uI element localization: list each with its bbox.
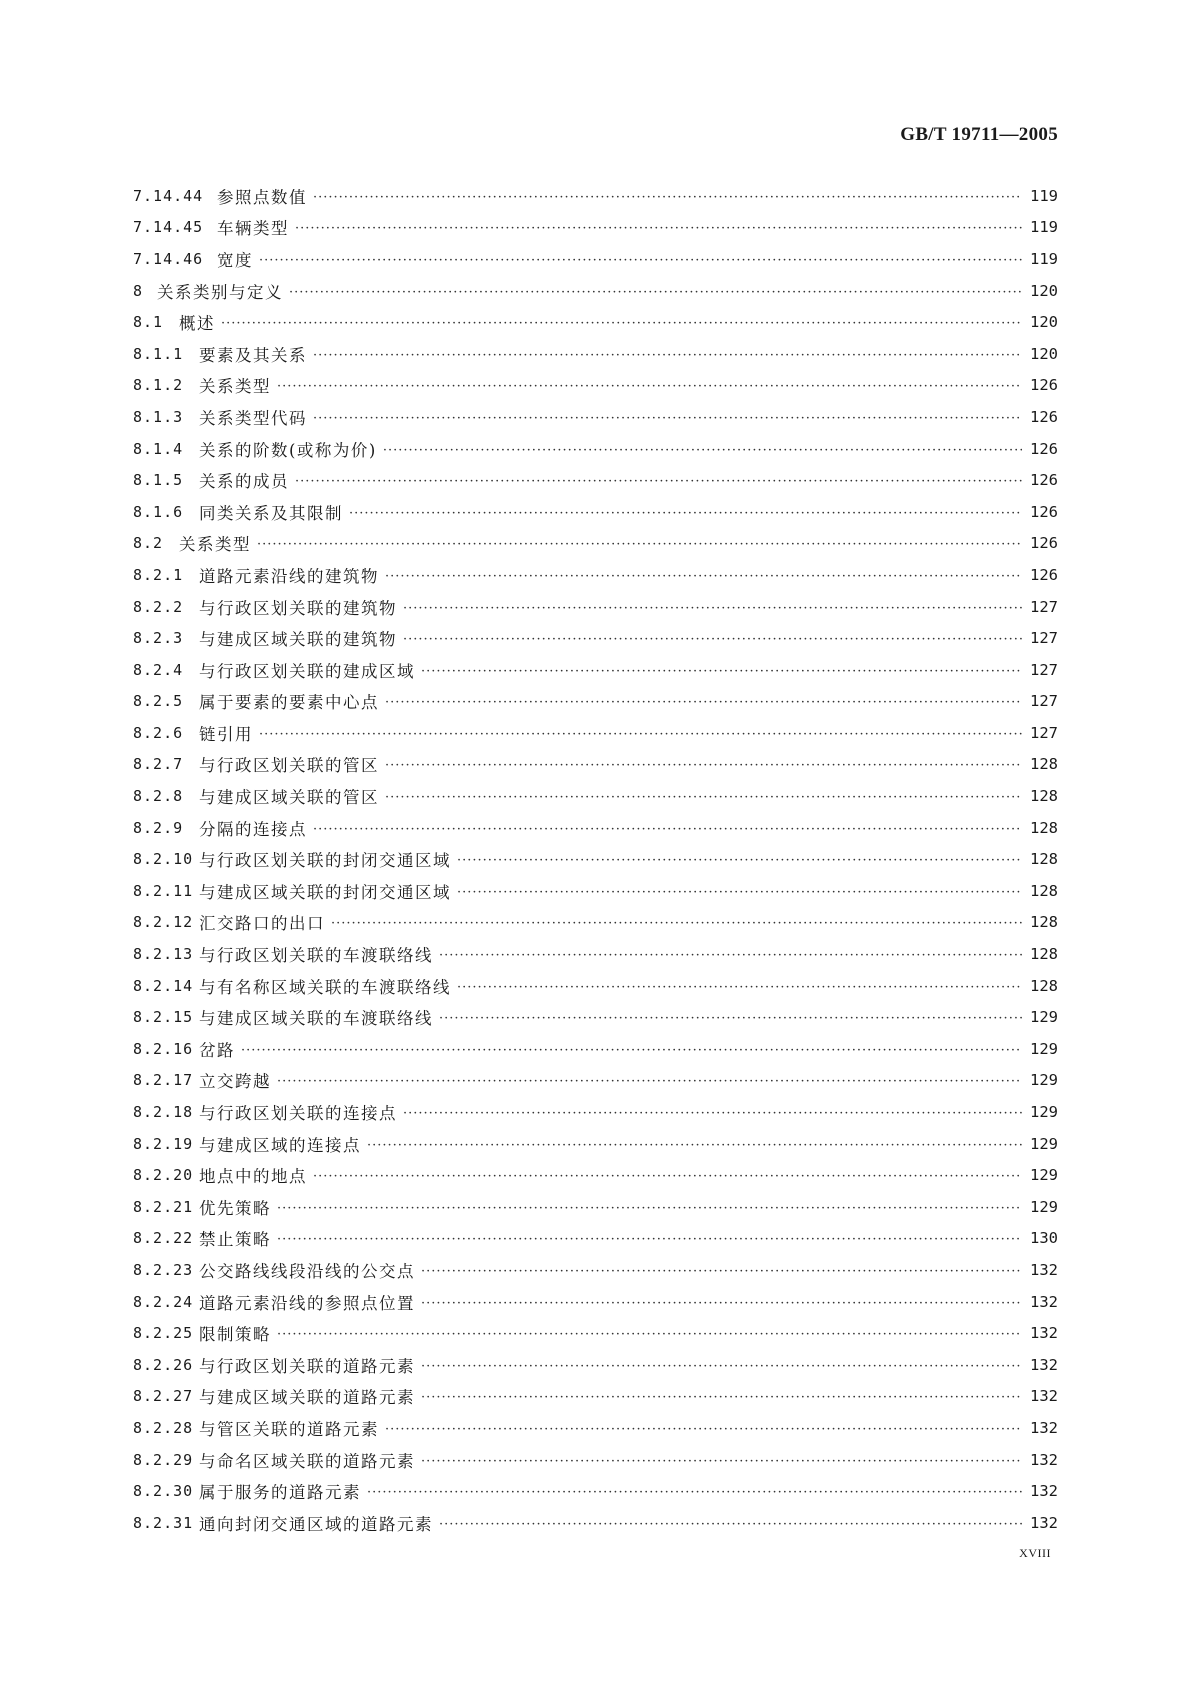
toc-page-number: 130 <box>1030 1229 1058 1248</box>
toc-page-number: 126 <box>1030 407 1058 426</box>
toc-leader-dots <box>383 443 1022 458</box>
toc-page-number: 132 <box>1030 1418 1058 1437</box>
toc-section-title: 分隔的连接点 <box>199 819 307 839</box>
toc-section-number: 8.2.3 <box>133 629 184 648</box>
toc-entry[interactable] <box>133 843 1058 875</box>
toc-leader-dots <box>313 348 1022 363</box>
toc-entry[interactable] <box>133 1349 1058 1381</box>
toc-page-number: 132 <box>1030 1260 1058 1279</box>
toc-section-number: 7.14.44 <box>133 186 204 205</box>
toc-page-number: 127 <box>1030 597 1058 616</box>
toc-section-title: 要素及其关系 <box>199 345 307 365</box>
toc-leader-dots <box>313 190 1022 205</box>
toc-entry[interactable] <box>133 1444 1058 1476</box>
toc-page-number: 127 <box>1030 660 1058 679</box>
toc-section-title: 关系类型 <box>199 377 271 397</box>
toc-section-title: 概述 <box>179 314 215 334</box>
toc-entry[interactable] <box>133 464 1058 496</box>
toc-section-number: 8.2.17 <box>133 1071 194 1090</box>
toc-leader-dots <box>403 1106 1022 1121</box>
toc-section-number: 8.2.27 <box>133 1387 194 1406</box>
toc-leader-dots <box>421 1390 1022 1405</box>
toc-section-number: 8.2.4 <box>133 660 184 679</box>
toc-page-number: 126 <box>1030 376 1058 395</box>
toc-leader-dots <box>403 632 1022 647</box>
toc-section-number: 8.2.9 <box>133 818 184 837</box>
toc-section-title: 链引用 <box>199 724 253 744</box>
toc-page-number: 127 <box>1030 692 1058 711</box>
toc-section-title: 关系类型代码 <box>199 408 307 428</box>
toc-section-title: 与建成区域关联的封闭交通区域 <box>199 882 451 902</box>
toc-entry[interactable] <box>133 370 1058 402</box>
toc-page-number: 129 <box>1030 1008 1058 1027</box>
toc-page-number: 126 <box>1030 439 1058 458</box>
toc-entry[interactable] <box>133 1254 1058 1286</box>
toc-section-title: 优先策略 <box>199 1198 271 1218</box>
toc-section-title: 与命名区域关联的道路元素 <box>199 1451 415 1471</box>
toc-entry[interactable] <box>133 243 1058 275</box>
toc-entry[interactable] <box>133 654 1058 686</box>
toc-section-title: 属于要素的要素中心点 <box>199 693 379 713</box>
toc-section-number: 7.14.45 <box>133 218 204 237</box>
toc-leader-dots <box>403 601 1022 616</box>
toc-page-number: 132 <box>1030 1482 1058 1501</box>
toc-section-number: 8.1.4 <box>133 439 184 458</box>
toc-section-title: 立交跨越 <box>199 1072 271 1092</box>
toc-section-number: 8.2.28 <box>133 1418 194 1437</box>
toc-entry[interactable] <box>133 686 1058 718</box>
toc-page-number: 129 <box>1030 1039 1058 1058</box>
toc-leader-dots <box>457 853 1022 868</box>
toc-page-number: 129 <box>1030 1103 1058 1122</box>
toc-leader-dots <box>257 537 1022 552</box>
toc-page-number: 120 <box>1030 344 1058 363</box>
toc-leader-dots <box>421 1296 1022 1311</box>
toc-entry[interactable] <box>133 780 1058 812</box>
toc-entry[interactable] <box>133 1223 1058 1255</box>
toc-section-title: 与建成区域关联的建筑物 <box>199 630 397 650</box>
toc-entry[interactable] <box>133 1096 1058 1128</box>
toc-page-number: 119 <box>1030 218 1058 237</box>
toc-section-title: 与行政区划关联的封闭交通区域 <box>199 851 451 871</box>
toc-section-number: 8.1.1 <box>133 344 184 363</box>
toc-section-number: 8.2.30 <box>133 1482 194 1501</box>
toc-entry[interactable] <box>133 1475 1058 1507</box>
toc-page-number: 127 <box>1030 629 1058 648</box>
toc-entry[interactable] <box>133 1001 1058 1033</box>
toc-leader-dots <box>367 1138 1022 1153</box>
toc-section-number: 8.2.5 <box>133 692 184 711</box>
toc-page-number: 132 <box>1030 1324 1058 1343</box>
toc-entry[interactable] <box>133 1381 1058 1413</box>
toc-leader-dots <box>421 1454 1022 1469</box>
toc-section-title: 道路元素沿线的建筑物 <box>199 566 379 586</box>
toc-section-number: 8 <box>133 281 144 300</box>
toc-leader-dots <box>367 1485 1022 1500</box>
table-of-contents <box>133 180 1058 1539</box>
toc-section-number: 8.2.24 <box>133 1292 194 1311</box>
toc-section-number: 8.2.23 <box>133 1260 194 1279</box>
toc-entry[interactable] <box>133 212 1058 244</box>
toc-section-title: 与建成区域关联的车渡联络线 <box>199 1009 433 1029</box>
toc-leader-dots <box>277 1074 1022 1089</box>
toc-page-number: 119 <box>1030 249 1058 268</box>
toc-section-number: 8.2.21 <box>133 1197 194 1216</box>
toc-section-number: 8.2.18 <box>133 1103 194 1122</box>
toc-page-number: 126 <box>1030 471 1058 490</box>
toc-section-title: 车辆类型 <box>217 219 289 239</box>
toc-entry[interactable] <box>133 717 1058 749</box>
toc-section-number: 8.1.6 <box>133 502 184 521</box>
toc-leader-dots <box>439 1517 1022 1532</box>
toc-leader-dots <box>385 790 1022 805</box>
toc-section-number: 8.2.26 <box>133 1355 194 1374</box>
toc-leader-dots <box>277 1201 1022 1216</box>
toc-page-number: 129 <box>1030 1071 1058 1090</box>
toc-section-title: 关系的阶数(或称为价) <box>199 440 377 460</box>
toc-entry[interactable] <box>133 1317 1058 1349</box>
toc-section-title: 汇交路口的出口 <box>199 914 325 934</box>
toc-page-number: 127 <box>1030 723 1058 742</box>
toc-page-number: 120 <box>1030 313 1058 332</box>
toc-entry[interactable] <box>133 1065 1058 1097</box>
toc-leader-dots <box>385 569 1022 584</box>
toc-entry[interactable] <box>133 749 1058 781</box>
toc-leader-dots <box>457 980 1022 995</box>
toc-section-number: 8.2.8 <box>133 787 184 806</box>
toc-leader-dots <box>277 379 1022 394</box>
toc-leader-dots <box>385 758 1022 773</box>
toc-leader-dots <box>259 727 1022 742</box>
toc-section-title: 与建成区域的连接点 <box>199 1135 361 1155</box>
toc-section-title: 关系的成员 <box>199 472 289 492</box>
toc-section-title: 公交路线线段沿线的公交点 <box>199 1261 415 1281</box>
toc-leader-dots <box>439 1011 1022 1026</box>
toc-section-title: 与管区关联的道路元素 <box>199 1419 379 1439</box>
toc-section-number: 8.2.11 <box>133 881 194 900</box>
toc-entry[interactable] <box>133 180 1058 212</box>
toc-page-number: 128 <box>1030 850 1058 869</box>
toc-entry[interactable] <box>133 559 1058 591</box>
toc-section-number: 8.2.6 <box>133 723 184 742</box>
toc-leader-dots <box>421 1359 1022 1374</box>
toc-page-number: 129 <box>1030 1166 1058 1185</box>
toc-entry[interactable] <box>133 433 1058 465</box>
toc-section-title: 与有名称区域关联的车渡联络线 <box>199 977 451 997</box>
toc-entry[interactable] <box>133 528 1058 560</box>
toc-leader-dots <box>295 474 1022 489</box>
toc-section-number: 8.1.3 <box>133 407 184 426</box>
toc-section-number: 8.2.25 <box>133 1324 194 1343</box>
toc-page-number: 128 <box>1030 913 1058 932</box>
toc-section-number: 8.2 <box>133 534 164 553</box>
toc-section-title: 通向封闭交通区域的道路元素 <box>199 1514 433 1534</box>
toc-section-number: 8.2.29 <box>133 1450 194 1469</box>
toc-entry[interactable] <box>133 338 1058 370</box>
page-number-roman: XVIII <box>1019 1546 1051 1560</box>
toc-entry[interactable] <box>133 1159 1058 1191</box>
toc-leader-dots <box>289 285 1022 300</box>
toc-section-number: 8.2.20 <box>133 1166 194 1185</box>
toc-entry[interactable] <box>133 1191 1058 1223</box>
toc-page-number: 128 <box>1030 976 1058 995</box>
toc-leader-dots <box>313 1169 1022 1184</box>
toc-entry[interactable] <box>133 875 1058 907</box>
toc-leader-dots <box>349 506 1022 521</box>
toc-section-title: 同类关系及其限制 <box>199 503 343 523</box>
toc-leader-dots <box>457 885 1022 900</box>
toc-leader-dots <box>313 822 1022 837</box>
toc-section-title: 地点中的地点 <box>199 1167 307 1187</box>
toc-entry[interactable] <box>133 1286 1058 1318</box>
toc-page-number: 126 <box>1030 534 1058 553</box>
toc-section-title: 与建成区域关联的管区 <box>199 788 379 808</box>
standard-number-header: GB/T 19711—2005 <box>900 124 1058 145</box>
toc-section-number: 8.2.7 <box>133 755 184 774</box>
toc-entry[interactable] <box>133 1128 1058 1160</box>
toc-leader-dots <box>313 411 1022 426</box>
toc-page-number: 126 <box>1030 502 1058 521</box>
toc-page-number: 132 <box>1030 1450 1058 1469</box>
toc-entry[interactable] <box>133 812 1058 844</box>
toc-page-number: 128 <box>1030 818 1058 837</box>
toc-section-number: 8.2.22 <box>133 1229 194 1248</box>
toc-section-title: 与建成区域关联的道路元素 <box>199 1388 415 1408</box>
toc-section-title: 与行政区划关联的道路元素 <box>199 1356 415 1376</box>
toc-page-number: 128 <box>1030 755 1058 774</box>
toc-leader-dots <box>331 916 1022 931</box>
toc-section-number: 7.14.46 <box>133 249 204 268</box>
toc-section-title: 限制策略 <box>199 1325 271 1345</box>
toc-section-title: 岔路 <box>199 1040 235 1060</box>
toc-page-number: 132 <box>1030 1355 1058 1374</box>
toc-section-number: 8.2.2 <box>133 597 184 616</box>
toc-section-title: 与行政区划关联的车渡联络线 <box>199 946 433 966</box>
toc-page-number: 129 <box>1030 1134 1058 1153</box>
toc-leader-dots <box>385 1422 1022 1437</box>
toc-entry[interactable] <box>133 496 1058 528</box>
toc-section-number: 8.2.16 <box>133 1039 194 1058</box>
toc-entry[interactable] <box>133 401 1058 433</box>
toc-section-title: 与行政区划关联的建筑物 <box>199 598 397 618</box>
toc-entry[interactable] <box>133 275 1058 307</box>
toc-page-number: 129 <box>1030 1197 1058 1216</box>
toc-section-title: 属于服务的道路元素 <box>199 1483 361 1503</box>
toc-section-title: 宽度 <box>217 250 253 270</box>
toc-entry[interactable] <box>133 1033 1058 1065</box>
toc-section-title: 参照点数值 <box>217 187 307 207</box>
toc-section-title: 关系类别与定义 <box>157 282 283 302</box>
toc-leader-dots <box>241 1043 1022 1058</box>
toc-entry[interactable] <box>133 1507 1058 1539</box>
toc-leader-dots <box>259 253 1022 268</box>
toc-section-number: 8.2.15 <box>133 1008 194 1027</box>
toc-section-number: 8.1.5 <box>133 471 184 490</box>
toc-section-number: 8.2.19 <box>133 1134 194 1153</box>
toc-section-title: 与行政区划关联的连接点 <box>199 1104 397 1124</box>
toc-entry[interactable] <box>133 1412 1058 1444</box>
toc-section-number: 8.1 <box>133 313 164 332</box>
toc-entry[interactable] <box>133 907 1058 939</box>
toc-leader-dots <box>295 221 1022 236</box>
toc-section-title: 与行政区划关联的建成区域 <box>199 661 415 681</box>
toc-leader-dots <box>439 948 1022 963</box>
toc-entry[interactable] <box>133 938 1058 970</box>
toc-leader-dots <box>221 316 1022 331</box>
toc-page-number: 128 <box>1030 787 1058 806</box>
toc-page-number: 120 <box>1030 281 1058 300</box>
toc-page-number: 119 <box>1030 186 1058 205</box>
toc-entry[interactable] <box>133 591 1058 623</box>
toc-leader-dots <box>277 1232 1022 1247</box>
toc-section-number: 8.2.10 <box>133 850 194 869</box>
toc-section-title: 关系类型 <box>179 535 251 555</box>
toc-section-title: 道路元素沿线的参照点位置 <box>199 1293 415 1313</box>
toc-entry[interactable] <box>133 622 1058 654</box>
toc-page-number: 132 <box>1030 1292 1058 1311</box>
toc-section-title: 禁止策略 <box>199 1230 271 1250</box>
toc-leader-dots <box>421 664 1022 679</box>
toc-section-number: 8.1.2 <box>133 376 184 395</box>
toc-page-number: 132 <box>1030 1387 1058 1406</box>
toc-page-number: 126 <box>1030 565 1058 584</box>
toc-section-number: 8.2.12 <box>133 913 194 932</box>
toc-section-title: 与行政区划关联的管区 <box>199 756 379 776</box>
toc-leader-dots <box>385 695 1022 710</box>
toc-entry[interactable] <box>133 970 1058 1002</box>
toc-section-number: 8.2.1 <box>133 565 184 584</box>
toc-section-number: 8.2.14 <box>133 976 194 995</box>
toc-leader-dots <box>421 1264 1022 1279</box>
toc-section-number: 8.2.31 <box>133 1513 194 1532</box>
toc-entry[interactable] <box>133 306 1058 338</box>
toc-section-number: 8.2.13 <box>133 945 194 964</box>
toc-leader-dots <box>277 1327 1022 1342</box>
toc-page-number: 132 <box>1030 1513 1058 1532</box>
toc-page-number: 128 <box>1030 881 1058 900</box>
toc-page-number: 128 <box>1030 945 1058 964</box>
